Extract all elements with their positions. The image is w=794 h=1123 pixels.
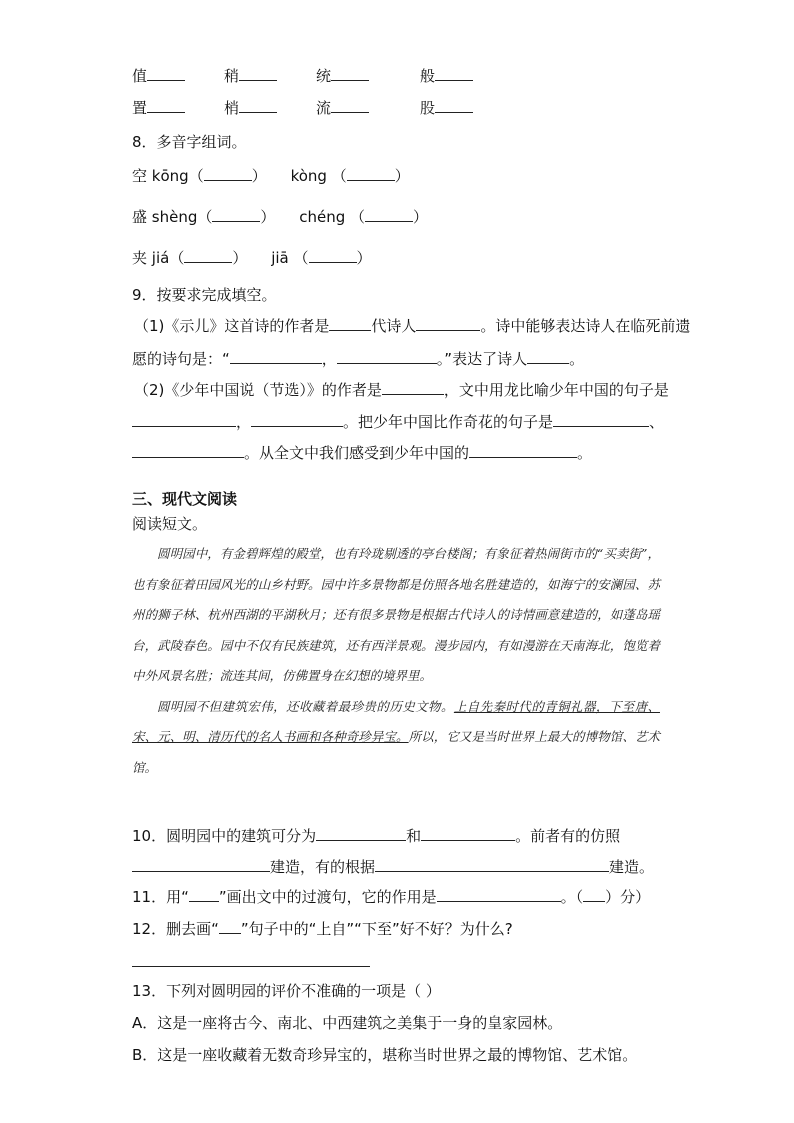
q10-line-1: 10．圆明园中的建筑可分为 和 。前者有的仿照 (132, 827, 621, 845)
underline-sample (219, 919, 241, 934)
char-cell: 统 (316, 67, 332, 85)
answer-blank[interactable] (316, 826, 406, 841)
answer-blank[interactable] (435, 98, 473, 113)
answer-blank[interactable] (239, 98, 277, 113)
q8-row-2: 盛 shèng（ ） chéng （ ） (132, 208, 429, 226)
answer-blank[interactable] (331, 98, 369, 113)
answer-blank[interactable] (147, 66, 185, 81)
answer-blank[interactable] (132, 857, 270, 872)
q12-answer-line[interactable] (132, 966, 370, 967)
score-blank[interactable] (583, 887, 605, 902)
q8-row-3: 夹 jiá（ ） jiā （ ） (132, 249, 372, 267)
char-row-1 (132, 66, 473, 86)
answer-blank[interactable] (147, 98, 185, 113)
char-row-2 (132, 98, 473, 118)
q13-option-a[interactable]: A．这是一座将古今、南北、中西建筑之美集于一身的皇家园林。 (132, 1014, 563, 1032)
char-cell: 流 (316, 99, 332, 117)
answer-blank[interactable] (421, 826, 515, 841)
q8-title: 8．多音字组词。 (132, 133, 247, 151)
q10-line-2: 建造，有的根据 建造。 (132, 857, 654, 877)
answer-blank[interactable] (375, 857, 609, 872)
answer-blank[interactable] (382, 380, 444, 395)
answer-blank[interactable] (239, 66, 277, 81)
answer-blank[interactable] (337, 349, 437, 364)
answer-blank[interactable] (329, 316, 371, 331)
answer-blank[interactable] (437, 887, 561, 902)
polyphone-char: 夹 (132, 249, 148, 267)
char-cell: 股 (420, 99, 436, 117)
reading-instruction: 阅读短文。 (132, 515, 208, 533)
answer-blank[interactable] (230, 349, 322, 364)
passage-paragraph-1: 圆明园中，有金碧辉煌的殿堂，也有玲珑剔透的亭台楼阁；有象征着热闹街市的“买卖街”，也有象征着田园风光的山乡村野。园中许多景物都是仿照各地名胜建造的，如海宁的安澜园、苏州的狮子林、杭州西湖的平湖秋月；还有很多景物是根据古代诗人的诗情画意建造的，如蓬岛瑶台，武陵春色。园中不仅有民族建筑，还有西洋景观。漫步园内，有如漫游在天南海北，饱览着中外风景名胜；流连其间，仿佛置身在幻想的境界里。 (132, 546, 660, 683)
char-cell: 梢 (224, 99, 240, 117)
q9-title: 9．按要求完成填空。 (132, 286, 277, 304)
q9-line-5: 。从全文中我们感受到少年中国的 。 (132, 443, 592, 463)
polyphone-char: 空 (132, 167, 148, 185)
underlined-sentence: 上自先秦时代的青铜礼器，下至唐、宋、元、明、清历代的名人书画和各种奇珍异宝。 (132, 698, 660, 744)
char-cell: 置 (132, 99, 148, 117)
q8-row-1: 空 kōng（ ） kòng （ ） (132, 167, 410, 185)
answer-blank[interactable] (132, 412, 236, 427)
q11: 11．用“ ”画出文中的过渡句，它的作用是 。（ ）分） (132, 888, 651, 906)
pinyin: jiā (271, 249, 289, 267)
answer-blank[interactable] (553, 412, 649, 427)
answer-blank[interactable] (469, 443, 577, 458)
q12: 12．删去画“ ”句子中的“上自”“下至”好不好？为什么? (132, 920, 513, 938)
pinyin: jiá (151, 249, 170, 267)
pinyin: kòng (290, 167, 327, 185)
char-cell: 般 (420, 67, 436, 85)
answer-blank[interactable] (347, 166, 395, 181)
pinyin: kōng (151, 167, 189, 185)
answer-blank[interactable] (365, 207, 413, 222)
answer-blank[interactable] (309, 248, 357, 263)
reading-passage (132, 539, 660, 783)
answer-blank[interactable] (204, 166, 252, 181)
q13-option-b[interactable]: B．这是一座收藏着无数奇珍异宝的，堪称当时世界之最的博物馆、艺术馆。 (132, 1046, 638, 1064)
q9-line-2: 愿的诗句是：“ ， 。”表达了诗人 。 (132, 350, 585, 368)
section-heading: 三、现代文阅读 (132, 490, 238, 508)
answer-blank[interactable] (132, 443, 244, 458)
q9-line-4: ， 。把少年中国比作奇花的句子是 、 (132, 412, 664, 432)
pinyin: chéng (299, 208, 346, 226)
q13-title: 13．下列对圆明园的评价不准确的一项是（ ） (132, 982, 441, 1000)
char-cell: 值 (132, 67, 148, 85)
answer-blank[interactable] (527, 349, 569, 364)
answer-blank[interactable] (251, 412, 343, 427)
q9-line-1: （1)《示儿》这首诗的作者是 代诗人 。诗中能够表达诗人在临死前遗 (134, 317, 691, 335)
pinyin: shèng (151, 208, 198, 226)
polyphone-char: 盛 (132, 208, 148, 226)
answer-blank[interactable] (212, 207, 260, 222)
passage-paragraph-2: 圆明园不但建筑宏伟，还收藏着最珍贵的历史文物。上自先秦时代的青铜礼器，下至唐、宋、元、明、清历代的名人书画和各种奇珍异宝。所以，它又是当时世界上最大的博物馆、艺术馆。 (132, 698, 660, 775)
answer-blank[interactable] (184, 248, 232, 263)
answer-blank[interactable] (416, 316, 480, 331)
underline-sample (189, 887, 219, 902)
char-cell: 稍 (224, 67, 240, 85)
q9-line-3: （2)《少年中国说（节选）》的作者是 ，文中用龙比喻少年中国的句子是 (134, 381, 669, 399)
answer-blank[interactable] (331, 66, 369, 81)
answer-blank[interactable] (435, 66, 473, 81)
